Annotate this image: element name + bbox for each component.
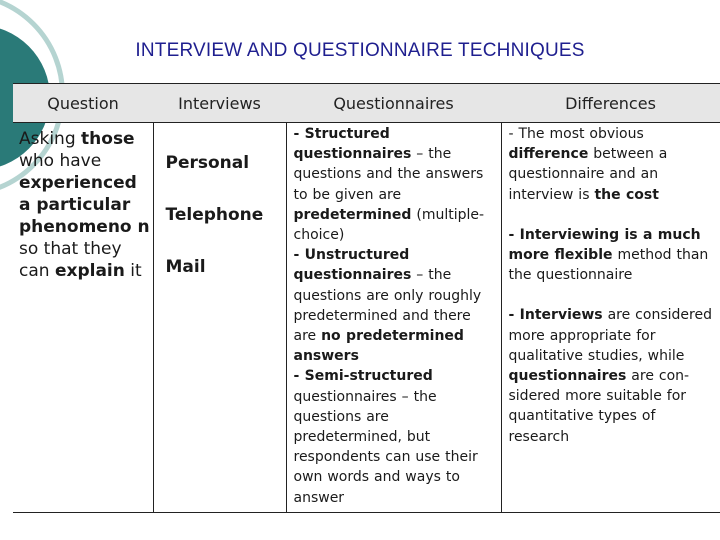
header-differences: Differences [501,84,720,123]
questionnaires-text: - Structured questionnaires – the questions and the answers to be given are predetermined (multiple-choice) - Unstructured questionnaires – the questions are only roughly predetermined and there are no predetermined answers - Semi-structured questionnaires – the questions are predetermined, but respondents can use their own words and ways to answer [293,126,485,506]
difference-item: - The most obvious difference between a questionnaire and an interview is the cost [508,126,668,203]
techniques-table [13,83,720,513]
interview-type-mail: Mail [165,257,206,277]
question-cell [13,123,153,513]
header-question: Question [13,84,153,123]
interview-type-personal: Personal [165,153,250,173]
questionnaires-cell [286,123,501,513]
differences-cell [501,123,720,513]
interviews-cell [153,123,286,513]
differences-text [502,123,720,447]
difference-item: - Interviews are considered more appropriate for qualitative studies, while questionnaires are con-sidered more suitable for quantitative types of research [508,307,712,445]
table-header-row [13,84,720,123]
slide-title: INTERVIEW AND QUESTIONNAIRE TECHNIQUES [135,40,585,61]
header-questionnaires: Questionnaires [286,84,501,123]
header-interviews: Interviews [153,84,286,123]
difference-item: - Interviewing is a much more flexible method than the questionnaire [508,226,709,284]
interview-types-list [154,123,286,309]
interview-type-telephone: Telephone [165,205,264,225]
question-text: Asking those who have experienced a particular phenomeno n so that they can explain it [19,129,150,281]
table-row [13,123,720,513]
